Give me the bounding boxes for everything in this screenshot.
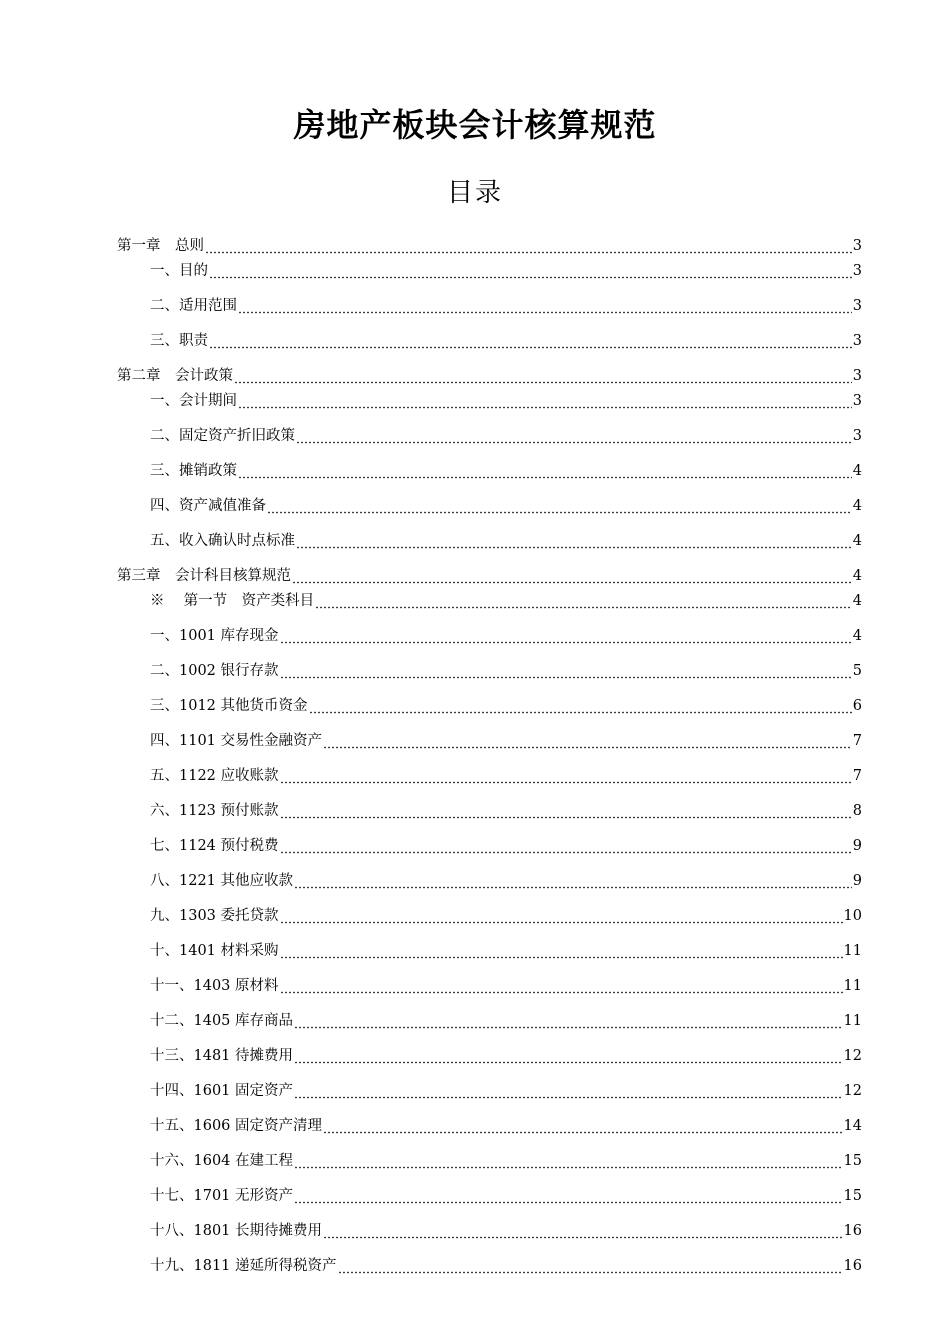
toc-dot-leader	[294, 1046, 843, 1066]
toc-dot-leader	[234, 366, 852, 386]
toc-entry[interactable]	[150, 1011, 862, 1031]
toc-entry-page-number: 11	[843, 1013, 862, 1029]
toc-entry-page-number: 9	[852, 838, 862, 854]
toc-entry-label: 五、1122 应收账款	[150, 768, 279, 784]
toc-entry[interactable]	[150, 261, 862, 281]
toc-entry-page-number: 16	[843, 1223, 862, 1239]
toc-dot-leader	[238, 461, 852, 481]
toc-entry[interactable]	[150, 941, 862, 961]
toc-entry-page-number: 11	[843, 943, 862, 959]
toc-entry[interactable]	[150, 731, 862, 751]
toc-entry[interactable]	[150, 391, 862, 411]
toc-dot-leader	[280, 941, 843, 961]
toc-entry-page-number: 4	[852, 498, 862, 514]
toc-entry-label: 十一、1403 原材料	[150, 978, 279, 994]
toc-entry-page-number: 5	[852, 663, 862, 679]
toc-dot-leader	[280, 766, 852, 786]
toc-dot-leader	[294, 871, 852, 891]
toc-entry-page-number: 7	[852, 733, 862, 749]
toc-dot-leader	[209, 261, 852, 281]
toc-entry-page-number: 3	[852, 263, 862, 279]
toc-entry[interactable]	[150, 331, 862, 351]
toc-entry[interactable]	[150, 1046, 862, 1066]
toc-entry-page-number: 3	[852, 368, 862, 384]
toc-entry-page-number: 12	[843, 1048, 862, 1064]
toc-entry[interactable]	[150, 1221, 862, 1241]
toc-entry-page-number: 10	[843, 908, 862, 924]
toc-entry-label: 十六、1604 在建工程	[150, 1153, 294, 1169]
toc-dot-leader	[323, 1221, 843, 1241]
toc-entry[interactable]	[150, 461, 862, 481]
toc-entry[interactable]	[150, 661, 862, 681]
toc-entry[interactable]	[117, 366, 862, 386]
toc-entry-label: 五、收入确认时点标准	[150, 533, 295, 549]
toc-entry[interactable]	[150, 296, 862, 316]
toc-entry-label: 八、1221 其他应收款	[150, 873, 294, 889]
toc-entry-page-number: 4	[852, 568, 862, 584]
toc-entry-label: 四、资产减值准备	[150, 498, 266, 514]
toc-entry-page-number: 4	[852, 628, 862, 644]
toc-entry-label: 一、会计期间	[150, 393, 237, 409]
toc-entry-label: 十四、1601 固定资产	[150, 1083, 294, 1099]
toc-entry-page-number: 12	[843, 1083, 862, 1099]
toc-entry-label: 十三、1481 待摊费用	[150, 1048, 294, 1064]
toc-dot-leader	[238, 391, 852, 411]
toc-entry-page-number: 6	[852, 698, 862, 714]
toc-entry-page-number: 7	[852, 768, 862, 784]
toc-entry-label: 第二章 会计政策	[117, 368, 233, 384]
toc-entry-label: 三、1012 其他货币资金	[150, 698, 308, 714]
toc-entry[interactable]	[150, 801, 862, 821]
toc-entry[interactable]	[150, 1151, 862, 1171]
toc-dot-leader	[294, 1151, 843, 1171]
toc-entry-label: 二、适用范围	[150, 298, 237, 314]
toc-entry[interactable]	[150, 531, 862, 551]
toc-entry-page-number: 14	[843, 1118, 862, 1134]
toc-entry-label: 一、目的	[150, 263, 208, 279]
toc-entry-page-number: 4	[852, 533, 862, 549]
toc-entry[interactable]	[150, 1256, 862, 1276]
toc-dot-leader	[292, 566, 852, 586]
toc-entry-label: 一、1001 库存现金	[150, 628, 279, 644]
toc-dot-leader	[338, 1256, 843, 1276]
toc-entry-label: 六、1123 预付账款	[150, 803, 279, 819]
toc-entry[interactable]	[150, 871, 862, 891]
toc-entry-page-number: 3	[852, 298, 862, 314]
toc-dot-leader	[296, 426, 852, 446]
toc-dot-leader	[280, 906, 843, 926]
toc-entry-label: 二、1002 银行存款	[150, 663, 279, 679]
toc-entry-page-number: 9	[852, 873, 862, 889]
toc-entry[interactable]	[150, 836, 862, 856]
toc-entry-label: 九、1303 委托贷款	[150, 908, 279, 924]
toc-dot-leader	[294, 1011, 843, 1031]
toc-entry-page-number: 4	[852, 463, 862, 479]
toc-dot-leader	[323, 731, 852, 751]
toc-entry[interactable]	[150, 1116, 862, 1136]
toc-entry-label: 三、职责	[150, 333, 208, 349]
toc-dot-leader	[280, 801, 852, 821]
toc-entry-label: 十、1401 材料采购	[150, 943, 279, 959]
toc-entry-page-number: 15	[843, 1153, 862, 1169]
toc-entry[interactable]	[150, 626, 862, 646]
toc-dot-leader	[294, 1081, 843, 1101]
toc-entry-label: 四、1101 交易性金融资产	[150, 733, 323, 749]
toc-dot-leader	[205, 236, 852, 256]
toc-entry-label: 七、1124 预付税费	[150, 838, 279, 854]
toc-entry[interactable]	[117, 236, 862, 256]
toc-entry[interactable]	[150, 496, 862, 516]
toc-entry[interactable]	[150, 976, 862, 996]
toc-dot-leader	[280, 661, 852, 681]
toc-entry-label: 十五、1606 固定资产清理	[150, 1118, 323, 1134]
toc-entry-page-number: 3	[852, 393, 862, 409]
toc-entry-page-number: 3	[852, 333, 862, 349]
toc-entry-page-number: 8	[852, 803, 862, 819]
toc-entry-page-number: 15	[843, 1188, 862, 1204]
toc-entry[interactable]	[150, 696, 862, 716]
toc-dot-leader	[209, 331, 852, 351]
toc-entry-label: 第一章 总则	[117, 238, 204, 254]
toc-dot-leader	[315, 591, 852, 611]
toc-dot-leader	[280, 626, 852, 646]
toc-entry[interactable]	[117, 566, 862, 586]
toc-entry-label: 三、摊销政策	[150, 463, 237, 479]
toc-dot-leader	[296, 531, 852, 551]
toc-entry[interactable]	[150, 426, 862, 446]
toc-entry[interactable]	[150, 766, 862, 786]
toc-entry-page-number: 11	[843, 978, 862, 994]
toc-entry[interactable]	[150, 906, 862, 926]
toc-entry-label: ※ 第一节 资产类科目	[150, 593, 315, 609]
toc-entry-label: 十八、1801 长期待摊费用	[150, 1223, 323, 1239]
toc-entry[interactable]	[150, 1186, 862, 1206]
toc-entry-page-number: 3	[852, 428, 862, 444]
toc-entry-label: 十二、1405 库存商品	[150, 1013, 294, 1029]
toc-dot-leader	[280, 836, 852, 856]
toc-dot-leader	[323, 1116, 843, 1136]
toc-entry-page-number: 16	[843, 1258, 862, 1274]
toc-dot-leader	[280, 976, 843, 996]
toc-dot-leader	[238, 296, 852, 316]
toc-entry-label: 二、固定资产折旧政策	[150, 428, 295, 444]
toc-entry[interactable]	[150, 1081, 862, 1101]
document-title: 房地产板块会计核算规范	[293, 106, 657, 144]
toc-dot-leader	[309, 696, 852, 716]
toc-entry-label: 十九、1811 递延所得税资产	[150, 1258, 337, 1274]
toc-entry[interactable]	[150, 591, 862, 611]
toc-entry-page-number: 4	[852, 593, 862, 609]
toc-entry-label: 第三章 会计科目核算规范	[117, 568, 291, 584]
toc-dot-leader	[294, 1186, 843, 1206]
toc-entry-page-number: 3	[852, 238, 862, 254]
toc-dot-leader	[267, 496, 852, 516]
toc-heading: 目录	[446, 178, 503, 208]
toc-entry-label: 十七、1701 无形资产	[150, 1188, 294, 1204]
